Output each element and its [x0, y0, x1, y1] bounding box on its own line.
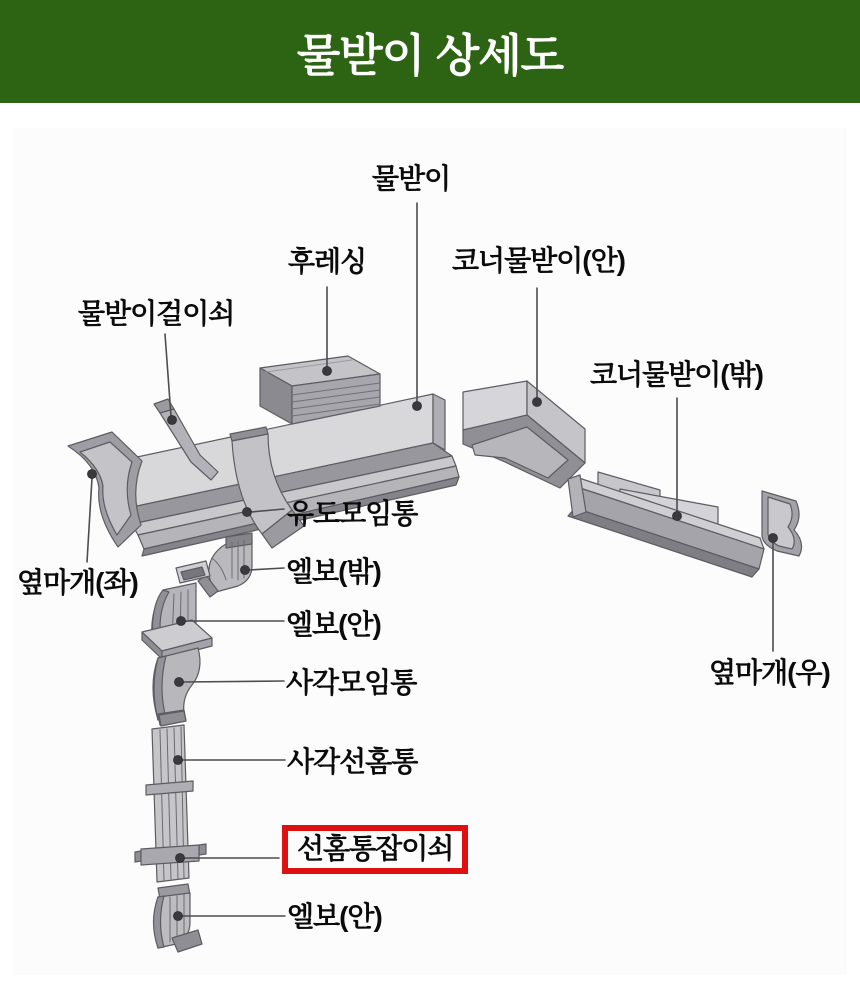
label-corner-gutter-outer: 코너물받이(밖) [590, 359, 763, 390]
label-downpipe-bracket-highlighted: 선홈통잡이쇠 [282, 825, 468, 874]
label-elbow-inner-1: 엘보(안) [286, 609, 381, 640]
outer-corner-part [568, 472, 764, 577]
inner-corner-part [463, 381, 585, 488]
label-gutter: 물받이 [372, 163, 451, 194]
label-flashing: 후레싱 [288, 246, 367, 277]
square-collector-part [142, 620, 212, 726]
label-elbow-inner-2: 엘보(안) [287, 901, 382, 932]
label-end-cap-right: 옆마개(우) [709, 657, 830, 688]
left-end-cap-part [68, 432, 142, 547]
label-elbow-outer: 엘보(밖) [286, 556, 381, 587]
downpipe-bracket-part [135, 844, 206, 865]
page-title: 물받이 상세도 [296, 30, 564, 81]
label-corner-gutter-inner: 코너물받이(안) [452, 245, 625, 276]
label-end-cap-left: 옆마개(좌) [17, 567, 138, 598]
label-square-collector: 사각모임통 [286, 667, 417, 698]
label-square-downpipe: 사각선홈통 [287, 746, 418, 777]
right-end-cap-part [762, 491, 802, 556]
label-funnel-outlet: 유도모임통 [287, 498, 418, 529]
label-gutter-hanger: 물받이걸이쇠 [78, 298, 235, 329]
